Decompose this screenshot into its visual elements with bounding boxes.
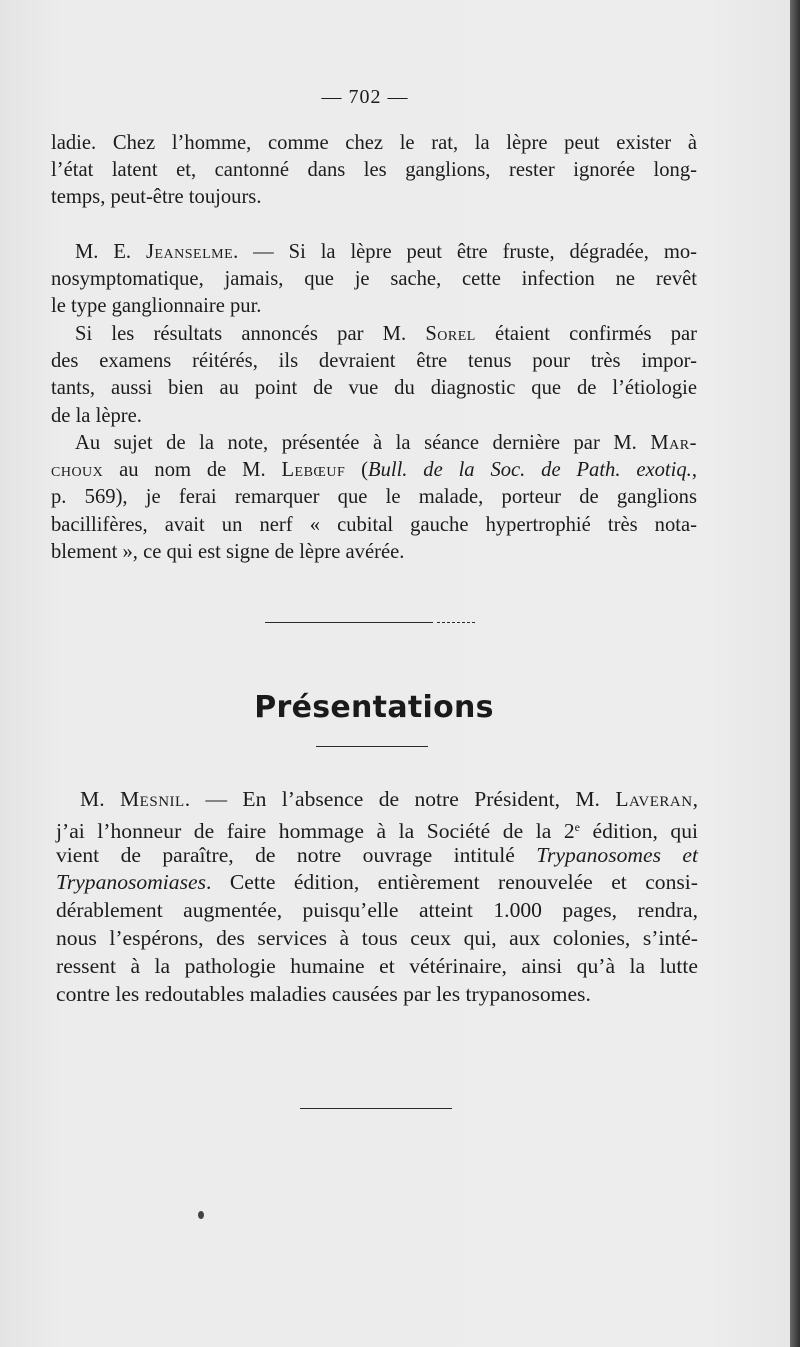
- person-name: Laveran: [615, 787, 693, 811]
- text-line: [51, 239, 697, 266]
- text-line: dérablement augmentée, puisqu’elle atteint 1.000 pages, rendra,: [56, 898, 698, 923]
- person-name: Sorel: [425, 323, 476, 345]
- section-heading: Présentations: [254, 690, 494, 725]
- speaker-prefix: M.: [80, 787, 120, 811]
- text-fragment: . — Si la lèpre peut être fruste, dégradée, mo-: [233, 241, 697, 263]
- text-line: [56, 869, 698, 897]
- text-fragment: . Cette édition, entièrement renouvelée et consi-: [205, 870, 698, 895]
- speaker-prefix: M. E.: [75, 241, 146, 263]
- text-line: bacillifères, avait un nerf « cubital gauche hypertrophié très nota-: [51, 513, 697, 536]
- speaker-name: Mesnil: [119, 787, 185, 811]
- person-name: Mar-: [650, 432, 697, 454]
- text-line: [56, 842, 698, 870]
- text-line: blement », ce qui est signe de lèpre avérée.: [51, 540, 405, 563]
- text-line: nous l’espérons, des services à tous ceux qui, aux colonies, s’inté-: [56, 925, 698, 950]
- text-line: [51, 321, 697, 348]
- text-fragment: édition, qui: [579, 818, 699, 843]
- text-line: [56, 786, 698, 814]
- citation: Bull. de la Soc. de Path. exotiq.: [367, 459, 692, 482]
- page-edge: [790, 0, 800, 1347]
- page-number: — 702 —: [321, 86, 409, 108]
- book-title: Trypanosomes et: [536, 842, 698, 867]
- text-line: nosymptomatique, jamais, que je sache, cette infection ne revêt: [51, 268, 697, 291]
- text-line: [51, 457, 697, 484]
- text-fragment: vient de paraître, de notre ouvrage intitulé: [56, 842, 537, 867]
- text-fragment: au nom de M.: [103, 459, 282, 482]
- text-line: temps, peut-être toujours.: [51, 186, 262, 209]
- text-fragment: ,: [692, 787, 698, 811]
- text-fragment: Au sujet de la note, présentée à la séance dernière par M.: [75, 432, 651, 454]
- text-line: des examens réitérés, ils devraient être tenus pour très impor-: [51, 350, 697, 373]
- text-line: [51, 430, 697, 457]
- text-line: de la lèpre.: [51, 404, 142, 427]
- separator-rule-tail: [437, 622, 475, 623]
- text-line: ressent à la pathologie humaine et vétérinaire, ainsi qu’à la lutte: [56, 953, 698, 978]
- person-name: Lebœuf: [281, 459, 346, 482]
- speaker-name: Jeanselme: [145, 241, 234, 263]
- text-fragment: . — En l’absence de notre Président, M.: [184, 787, 616, 811]
- paragraph-sorel: [51, 321, 697, 430]
- book-title: Trypanosomiases: [56, 870, 206, 895]
- superscript: e: [574, 819, 580, 834]
- text-fragment: j’ai l’honneur de faire hommage à la Société de la 2: [56, 818, 575, 843]
- person-name: choux: [51, 459, 104, 482]
- heading-underline: [316, 746, 428, 747]
- end-rule: [300, 1108, 452, 1109]
- text-line: p. 569), je ferai remarquer que le malade, porteur de ganglions: [51, 486, 697, 509]
- text-fragment: étaient confirmés par: [475, 323, 697, 345]
- text-line: contre les redoutables maladies causées par les trypanosomes.: [56, 981, 591, 1006]
- text-line: le type ganglionnaire pur.: [51, 295, 262, 318]
- paragraph-mesnil: [56, 786, 698, 1008]
- separator-rule: [265, 622, 433, 623]
- text-fragment: Si les résultats annoncés par M.: [75, 323, 426, 345]
- paragraph-continuation: [51, 130, 697, 212]
- paragraph-jeanselme: [51, 239, 697, 321]
- text-line: tants, aussi bien au point de vue du diagnostic que de l’étiologie: [51, 377, 697, 400]
- paragraph-note: [51, 430, 697, 566]
- text-fragment: (: [345, 459, 368, 482]
- ink-spot: [198, 1211, 204, 1219]
- text-line: ladie. Chez l’homme, comme chez le rat, la lèpre peut exister à: [51, 132, 697, 154]
- text-line: [56, 814, 698, 842]
- text-line: l’état latent et, cantonné dans les ganglions, rester ignorée long-: [51, 159, 697, 182]
- text-fragment: ,: [691, 459, 697, 482]
